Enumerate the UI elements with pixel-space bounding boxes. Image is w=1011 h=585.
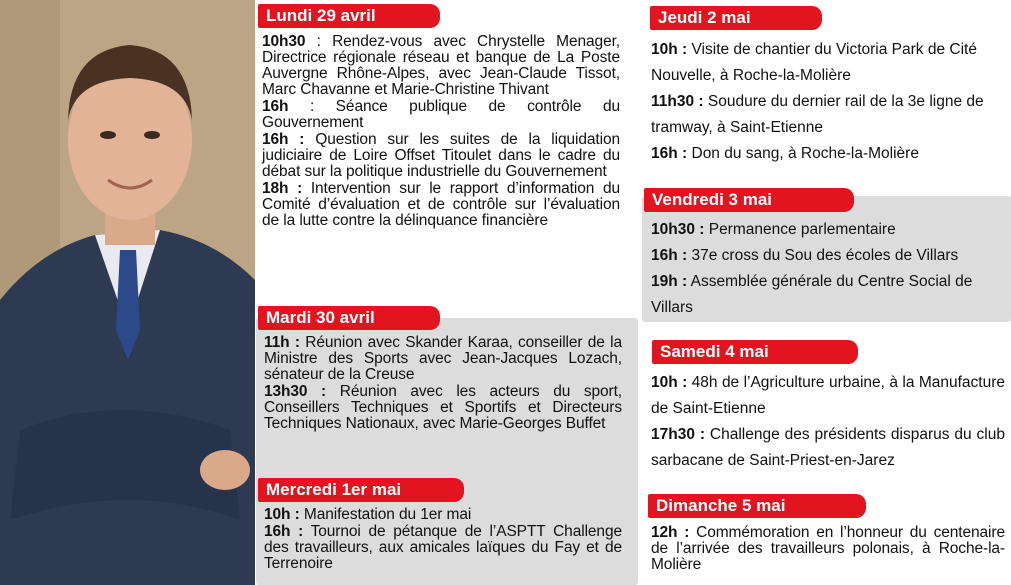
event-item: 16h : Don du sang, à Roche-la-Molière xyxy=(651,145,919,162)
event-item: 16h : Question sur les suites de la liquidation judiciaire de Loire Offset Titoulet dans le cadre du débat sur la politique industrielle du Gouvernement xyxy=(262,131,620,180)
day-block-mardi xyxy=(256,335,628,433)
day-header-mardi: Mardi 30 avril xyxy=(258,306,440,330)
day-block-jeudi xyxy=(643,37,1011,167)
day-block-samedi xyxy=(643,370,1011,474)
event-item: 10h30 : Permanence parlementaire xyxy=(651,221,896,238)
event-item: 11h30 : Soudure du dernier rail de la 3e ligne de tramway, à Saint-Etienne xyxy=(651,93,984,136)
event-item: 10h : Manifestation du 1er mai xyxy=(264,506,472,523)
day-header-mercredi: Mercredi 1er mai xyxy=(258,478,464,502)
day-header-jeudi: Jeudi 2 mai xyxy=(650,6,822,30)
portrait-illustration xyxy=(0,0,255,585)
day-header-lundi: Lundi 29 avril xyxy=(258,4,440,28)
event-item: 19h : Assemblée générale du Centre Social de Villars xyxy=(651,273,973,316)
event-item: 13h30 : Réunion avec les acteurs du sport, Conseillers Techniques et Sportifs et Directeurs Techniques Nationaux, avec Marie-Georges Buffet xyxy=(264,383,623,432)
day-block-lundi xyxy=(254,34,626,230)
day-header-vendredi: Vendredi 3 mai xyxy=(644,188,854,212)
event-item: 16h : Tournoi de pétanque de l’ASPTT Challenge des travailleurs, aux amicales laïques du Fay et de Terrenoire xyxy=(264,523,622,572)
event-item: 11h : Réunion avec Skander Karaa, conseiller de la Ministre des Sports avec Jean-Jacques Lozach, sénateur de la Creuse xyxy=(264,334,622,383)
event-item: 10h30 : Rendez-vous avec Chrystelle Menager, Directrice régionale réseau et banque de La Poste Auvergne Rhône-Alpes, avec Jean-Claude Tissot, Marc Chavanne et Marie-Christine Thivant xyxy=(262,33,620,98)
event-item: 12h : Commémoration en l’honneur du centenaire de l’arrivée des travailleurs polonais, à Roche-la-Molière xyxy=(651,524,1005,573)
event-item: 18h : Intervention sur le rapport d’information du Comité d’évaluation et de contrôle sur l’évaluation de la lutte contre la délinquance financière xyxy=(262,180,620,229)
day-header-dimanche: Dimanche 5 mai xyxy=(648,494,866,518)
event-item: 17h30 : Challenge des présidents disparus du club sarbacane de Saint-Priest-en-Jarez xyxy=(651,426,1005,469)
portrait-photo xyxy=(0,0,255,585)
event-item: 10h : 48h de l’Agriculture urbaine, à la Manufacture de Saint-Etienne xyxy=(651,374,1006,417)
event-item: 16h : 37e cross du Sou des écoles de Villars xyxy=(651,247,959,264)
event-item: 16h : Séance publique de contrôle du Gouvernement xyxy=(262,98,620,131)
day-block-mercredi xyxy=(256,507,628,573)
day-header-samedi: Samedi 4 mai xyxy=(652,340,858,364)
event-item: 10h : Visite de chantier du Victoria Park de Cité Nouvelle, à Roche-la-Molière xyxy=(651,41,977,84)
day-block-vendredi xyxy=(643,217,1011,321)
day-block-dimanche xyxy=(643,525,1011,574)
